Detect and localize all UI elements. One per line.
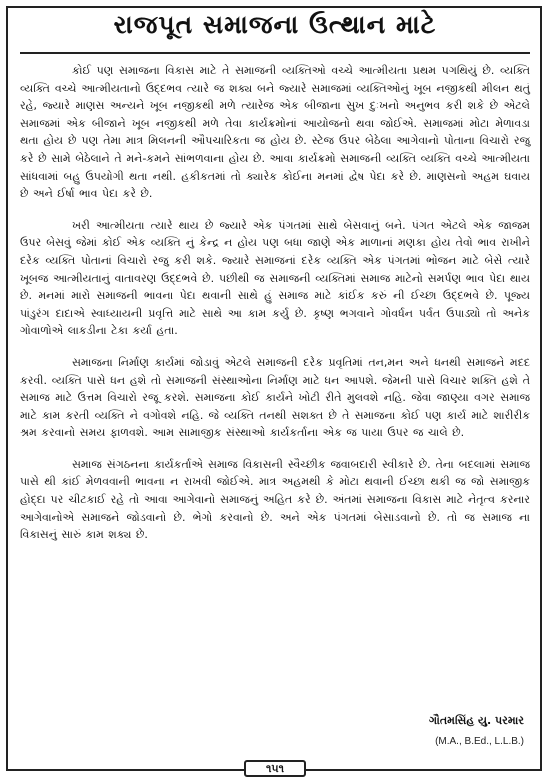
page-number: ૧૫૧ <box>244 760 306 777</box>
paragraph-4: સમાજ સંગઠનના કાર્યકર્તાએ સમાજ વિકાસની સ્વૈચ્છીક જવાબદારી સ્વીકારે છે. તેના બદલામાં સમાજ પાસે થી કાંઈ મેળવવાની ભાવના ન રાખવી જોઈએ. માત્ર અહમથી કે મોટા થવાની ઈચ્છા થકી જ જો સમાજીક હોદ્દા પર ચીટકાઈ રહે તો આવા આગેવાનો સમાજનું અહિત કરે છે. અંતમાં સમાજના વિકાસ માટે નેતૃત્વ કરનાર આગેવાનોએ સમાજને જોડવાનો છે. ભેગો કરવાનો છે. અને એક પંગતમાં બેસાડવાનો છે. તો જ સમાજ ના વિકાસનું સારું કામ શક્ય છે. <box>20 457 530 542</box>
paragraph-2: ખરી આત્મીયતા ત્યારે થાય છે જ્યારે એક પંગતમાં સાથે બેસવાનું બને. પંગત એટલે એક જાજમ ઉપર બેસવું જેમાં કોઈ એક વ્યક્તિ નું કેન્દ્ર ન હોય પણ બધા જાણે એક માળાનાં મણકા હોય તેવો ભાવ રાખીને દરેક વ્યક્તિ પોતાનાં વિચારો રજુ કરી શકે. જ્યારે સમાજનાં દરેક વ્યક્તિ એક પંગતમાં ભોજન માટે બેસે ત્યારે ખૂબજ આત્મીયતાનું વાતાવરણ ઉદ્દભવે છે. પછીથી જ સમાજની વ્યક્તિમાં સમાજ માટેનો સમર્પણ ભાવ પેદા થાય છે. મનમાં મારો સમાજની ભાવના પેદા થવાની સાથે હું સમાજ માટે કાંઈક કરું ની ઈચ્છા ઉદ્દભવે છે. પૂજ્ય પાંડુરંગ દાદાએ સ્વાધ્યાયની પ્રવૃત્તિ માટે સાથે આ કામ કર્યુ છે. કૃષ્ણ ભગવાને ગોવર્ધન પર્વત ઉપાડ્યો તો અનેક ગોવાળોએ લાકડીના ટેકા કર્યા હતા. <box>20 218 530 338</box>
paragraph-1: કોઈ પણ સમાજના વિકાસ માટે તે સમાજની વ્યક્તિઓ વચ્ચે આત્મીયતા પ્રથમ પગથિયું છે. વ્યક્તિ વ્યક્તિ વચ્ચે આત્મીયતાનો ઉદ્દભવ ત્યારે જ શક્ય બને જ્યારે સમાજમાં વ્યક્તિઓનું ખૂબ નજીકથી મીલન થતું રહે, જ્યારે માણસ અન્યને ખૂબ નજીકથી મળે ત્યારેજ એક બીજાના સુખ દુઃખનો અનુભવ કરી શકે છે એટલે સમાજમાં એક બીજાને ખૂબ નજીકથી મળે તેવા કાર્યક્રમોનાં આયોજનો થવા જોઈએ. સમાજમાં મોટા મેળાવડા થતા હોય છે પણ તેમા માત્ર મિલનની ઔપચારિકતા જ હોય છે. સ્ટેજ ઉપર બેઠેલા આગેવાનો પોતાના વિચારો રજુ કરે છે સામે બેઠેલાને તે મને-કમને સાંભળવાના હોય છે. આવા કાર્યક્રમો સમાજની વ્યક્તિ વ્યક્તિ વચ્ચે આત્મીયતા સાંધવામાં બહુ ઉપયોગી થતા નથી. હકીકતમાં તો ક્યારેક કોઈના મનમાં દ્વેષ પેદા કરે છે. માણસનો અહમ ઘવાય છે અને ઈર્ષા ભાવ પેદા કરે છે. <box>20 64 530 201</box>
article-title: રાજપૂત સમાજના ઉત્થાન માટે <box>113 10 437 39</box>
title-divider <box>20 52 530 54</box>
author-name: ગૌતમસિંહ યુ. પરમાર <box>429 714 524 727</box>
paragraph-3: સમાજના નિર્માણ કાર્યમાં જોડાવું એટલે સમાજની દરેક પ્રવૃતિમાં તન,મન અને ધનથી સમાજને મદદ કરવી. વ્યક્તિ પાસે ધન હશે તો સમાજની સંસ્થાઓના નિર્માણ માટે ધન આપશે. જેમની પાસે વિચાર શક્તિ હશે તે સમાજ માટે ઉત્તમ વિચારો રજૂ કરશે. સમાજના કોઈ કાર્યને ખોટી રીતે મુલવશે નહિ. જેવા જાણ્યા વગર સમાજ માટે કામ કરતી વ્યક્તિ ને વગોવશે નહિ. જે વ્યક્તિ તનથી સશક્ત છે તે સમાજના કોઈ પણ કાર્ય માટે શારીરીક શ્રમ કરવાનો સમય ફાળવશે. આમ સામાજીક સંસ્થાઓ કાર્યકર્તાના એક જ પાયા ઉપર જ ચાલે છે. <box>20 355 530 440</box>
author-credentials: (M.A., B.Ed., L.L.B.) <box>435 736 524 747</box>
article-body <box>20 62 530 558</box>
